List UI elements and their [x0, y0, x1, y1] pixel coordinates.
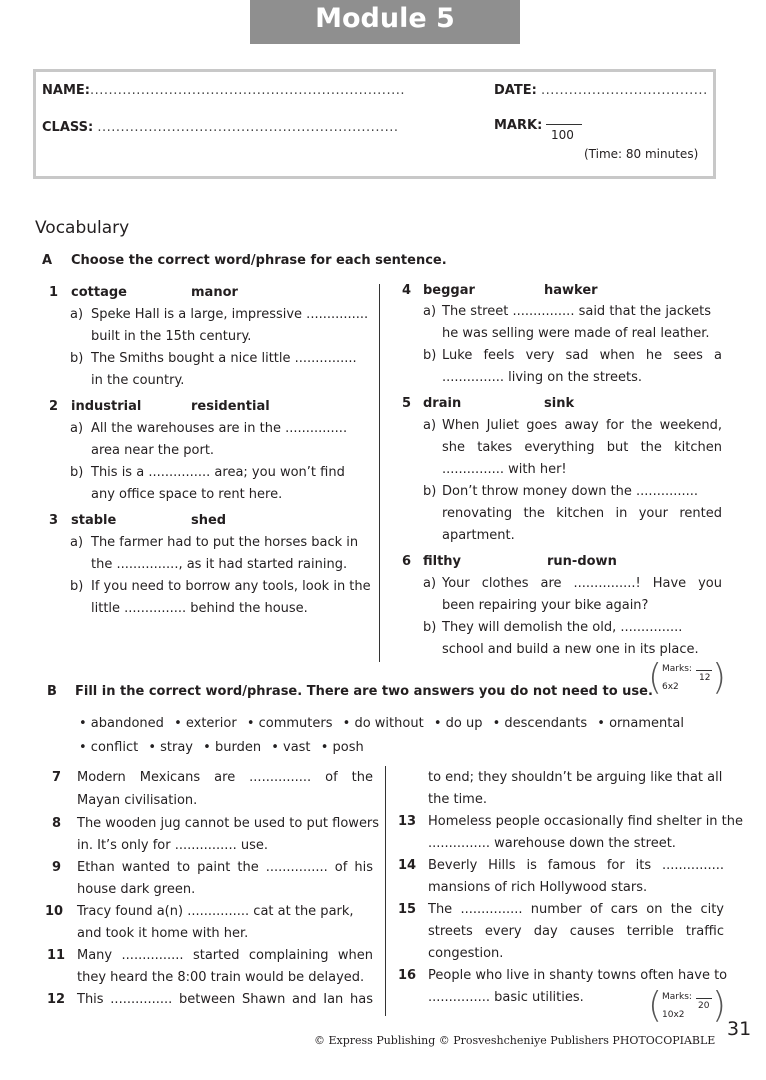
sentence-line: Tracy found a(n) ............... cat at the park, — [77, 904, 354, 919]
sentence-line: People who live in shanty towns often have to — [428, 968, 728, 983]
sub-label: b) — [423, 484, 437, 499]
vocabulary-heading: Vocabulary — [35, 218, 130, 238]
name-row — [42, 83, 405, 98]
name-label: NAME: — [42, 83, 90, 98]
mark-fraction-line — [546, 124, 582, 125]
sentence-line: in the country. — [91, 373, 185, 388]
word-bank-item: • do up — [433, 716, 483, 731]
sentence-line: If you need to borrow any tools, look in the — [91, 579, 371, 594]
sentence-line: he was selling were made of real leather. — [442, 326, 710, 341]
sub-label: b) — [70, 579, 84, 594]
name-field[interactable]: .................................................................... — [89, 83, 405, 98]
word-bank-item: • posh — [320, 740, 364, 755]
word-bank-row-1 — [79, 716, 690, 731]
sentence-line: house dark green. — [77, 882, 196, 897]
option-word: manor — [191, 285, 238, 300]
marks-line — [696, 662, 712, 671]
marks-calc: 10x2 — [662, 1010, 685, 1020]
class-field[interactable]: ................................................................. — [97, 120, 399, 135]
sentence-line: When Juliet goes away for the weekend, — [442, 418, 722, 433]
class-label: CLASS: — [42, 120, 94, 135]
marks-label: Marks: — [662, 992, 692, 1002]
marks-total: 12 — [699, 673, 711, 683]
sub-label: a) — [70, 535, 84, 550]
sentence-line: Homeless people occasionally find shelter in the — [428, 814, 744, 829]
sentence-line: The wooden jug cannot be used to put flowers — [77, 816, 380, 831]
section-a-marks: ( Marks: 12 6x2 ) — [648, 657, 727, 698]
mark-total: 100 — [551, 128, 574, 142]
sentence-line: Beverly Hills is famous for its ............... — [428, 858, 724, 873]
sub-label: a) — [423, 576, 437, 591]
copyright-footer: © Express Publishing © Prosveshcheniye Publishers PHOTOCOPIABLE — [314, 1034, 716, 1047]
sentence-line: Luke feels very sad when he sees a — [442, 348, 722, 363]
sentence-line: Mayan civilisation. — [77, 793, 198, 808]
sub-label: a) — [423, 304, 437, 319]
sentence-line: congestion. — [428, 946, 504, 961]
question-number: 6 — [402, 554, 412, 569]
word-bank-item: • descendants — [492, 716, 588, 731]
question-number: 15 — [398, 902, 417, 917]
question-number: 9 — [52, 860, 62, 875]
question-number: 1 — [49, 285, 59, 300]
sentence-line: little ............... behind the house. — [91, 601, 308, 616]
sub-label: b) — [70, 351, 84, 366]
sub-label: b) — [423, 620, 437, 635]
question-number: 2 — [49, 399, 59, 414]
option-word: residential — [191, 399, 270, 414]
section-b-instruction: Fill in the correct word/phrase. There are two answers you do not need to use. — [75, 684, 653, 699]
question-number: 4 — [402, 283, 412, 298]
section-b-marks: ( Marks: 20 10x2 ) — [648, 985, 727, 1026]
sentence-line: The farmer had to put the horses back in — [91, 535, 359, 550]
module-title: Module 5 — [315, 3, 455, 34]
question-number: 7 — [52, 770, 62, 785]
sentence-line: she takes everything but the kitchen — [442, 440, 722, 455]
sentence-line: the ..............., as it had started raining. — [91, 557, 348, 572]
sub-label: b) — [70, 465, 84, 480]
option-word: stable — [71, 513, 117, 528]
section-b-column-divider — [385, 766, 386, 1016]
option-word: sink — [544, 396, 575, 411]
sentence-line: The ............... number of cars on the city — [428, 902, 724, 917]
section-b-letter: B — [47, 684, 57, 699]
sentence-line: ............... living on the streets. — [442, 370, 642, 385]
word-bank-item: • conflict — [79, 740, 139, 755]
sentence-line: school and build a new one in its place. — [442, 642, 699, 657]
sentence-line: and took it home with her. — [77, 926, 249, 941]
option-word: hawker — [544, 283, 598, 298]
sentence-line: the time. — [428, 792, 487, 807]
option-word: industrial — [71, 399, 142, 414]
sentence-line: mansions of rich Hollywood stars. — [428, 880, 648, 895]
sub-label: a) — [70, 421, 84, 436]
question-number: 16 — [398, 968, 417, 983]
word-bank-item: • do without — [342, 716, 424, 731]
time-limit: (Time: 80 minutes) — [584, 147, 699, 161]
sentence-line: streets every day causes terrible traffic — [428, 924, 724, 939]
section-a-letter: A — [42, 253, 53, 268]
word-bank-item: • burden — [203, 740, 262, 755]
marks-label: Marks: — [662, 664, 692, 674]
question-number: 10 — [45, 904, 64, 919]
sentence-line: Many ............... started complaining when — [77, 948, 373, 963]
sentence-line: they heard the 8:00 train would be delayed. — [77, 970, 365, 985]
word-bank-row-2 — [79, 740, 370, 755]
question-number: 3 — [49, 513, 59, 528]
sentence-line: This ............... between Shawn and Ian has — [77, 992, 373, 1007]
section-a-instruction: Choose the correct word/phrase for each sentence. — [71, 253, 447, 268]
question-number: 12 — [47, 992, 66, 1007]
page-number: 31 — [727, 1018, 752, 1040]
option-word: shed — [191, 513, 227, 528]
sub-label: a) — [423, 418, 437, 433]
sentence-line: Modern Mexicans are ............... of the — [77, 770, 373, 785]
class-row — [42, 120, 398, 135]
sentence-line: apartment. — [442, 528, 515, 543]
question-number: 13 — [398, 814, 417, 829]
question-number: 14 — [398, 858, 417, 873]
date-field[interactable]: .................................... — [540, 83, 708, 98]
question-number: 5 — [402, 396, 412, 411]
sentence-line: Ethan wanted to paint the ............... of his — [77, 860, 373, 875]
sentence-line: built in the 15th century. — [91, 329, 252, 344]
question-number: 8 — [52, 816, 62, 831]
option-word: beggar — [423, 283, 475, 298]
date-label: DATE: — [494, 83, 537, 98]
word-bank-item: • ornamental — [597, 716, 684, 731]
module-title-banner — [250, 0, 520, 44]
sentence-line: area near the port. — [91, 443, 215, 458]
word-bank-item: • commuters — [246, 716, 333, 731]
sentence-line: been repairing your bike again? — [442, 598, 649, 613]
option-word: drain — [423, 396, 462, 411]
sentence-line: ............... with her! — [442, 462, 567, 477]
mark-label: MARK: — [494, 118, 543, 133]
sentence-line: ............... basic utilities. — [428, 990, 584, 1005]
sub-label: a) — [70, 307, 84, 322]
word-bank-item: • vast — [271, 740, 311, 755]
sentence-line: They will demolish the old, ............... — [442, 620, 683, 635]
word-bank-item: • stray — [148, 740, 194, 755]
sentence-line: Speke Hall is a large, impressive ............... — [91, 307, 369, 322]
marks-total: 20 — [698, 1001, 710, 1011]
marks-line — [696, 990, 712, 999]
sentence-line: in. It’s only for ............... use. — [77, 838, 268, 853]
marks-calc: 6x2 — [662, 682, 679, 692]
sentence-line: to end; they shouldn’t be arguing like that all — [428, 770, 723, 785]
word-bank-item: • exterior — [174, 716, 237, 731]
sentence-line: ............... warehouse down the street. — [428, 836, 676, 851]
sentence-line: The Smiths bought a nice little ............... — [91, 351, 357, 366]
sub-label: b) — [423, 348, 437, 363]
section-a-column-divider — [379, 284, 380, 662]
option-word: filthy — [423, 554, 462, 569]
sentence-line: All the warehouses are in the ............... — [91, 421, 348, 436]
option-word: cottage — [71, 285, 127, 300]
sentence-line: This is a ............... area; you won’t find — [91, 465, 345, 480]
sentence-line: renovating the kitchen in your rented — [442, 506, 722, 521]
date-row — [494, 83, 708, 98]
option-word: run-down — [547, 554, 617, 569]
question-number: 11 — [47, 948, 66, 963]
sentence-line: any office space to rent here. — [91, 487, 283, 502]
sentence-line: The street ............... said that the jackets — [442, 304, 711, 319]
word-bank-item: • abandoned — [79, 716, 164, 731]
sentence-line: Don’t throw money down the ............... — [442, 484, 699, 499]
sentence-line: Your clothes are ...............! Have you — [442, 576, 722, 591]
